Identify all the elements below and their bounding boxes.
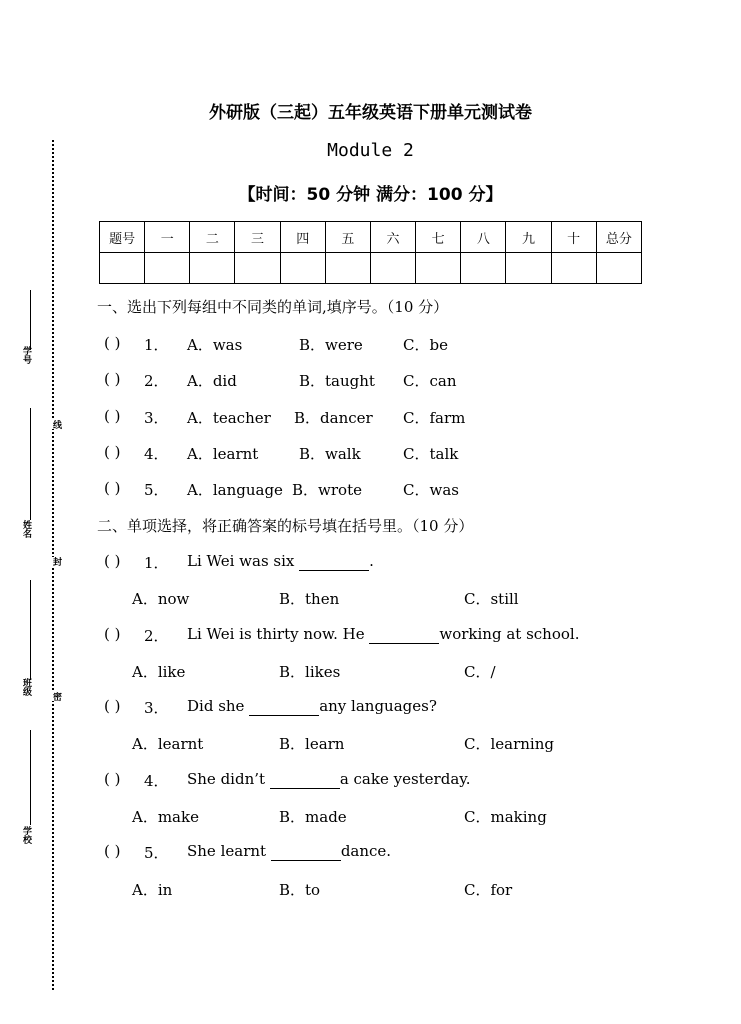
option-c: C．/: [464, 663, 496, 681]
question-stem: [187, 842, 391, 861]
score-header-cell: 五: [325, 222, 370, 253]
score-table-header-row: [100, 222, 642, 253]
option-b: B．learn: [279, 735, 345, 753]
score-header-cell: 总分: [596, 222, 641, 253]
score-input-cell[interactable]: [280, 253, 325, 284]
option-b: B．were: [299, 336, 363, 354]
score-header-cell: 八: [461, 222, 506, 253]
stem-text: She learnt: [187, 842, 271, 860]
seal-char-line: 线: [51, 420, 61, 429]
name-line: [30, 408, 31, 520]
option-b: B．made: [279, 808, 347, 826]
answer-paren[interactable]: ( ): [104, 479, 121, 497]
class-line: [30, 580, 31, 680]
option-b: B．dancer: [294, 409, 373, 427]
stem-text: working at school.: [439, 625, 580, 643]
school-label: 学校: [21, 826, 31, 844]
answer-paren[interactable]: ( ): [104, 552, 121, 570]
stem-text: Did she: [187, 697, 250, 715]
option-b: B．likes: [279, 663, 341, 681]
option-a: A．language: [187, 481, 283, 499]
option-b: B．then: [279, 590, 340, 608]
score-header-cell: 十: [551, 222, 596, 253]
option-b: B．wrote: [292, 481, 362, 499]
question-number: 3．: [144, 409, 169, 427]
class-label: 班级: [21, 678, 31, 696]
option-c: C．still: [464, 590, 519, 608]
option-a: A．did: [187, 372, 237, 390]
score-input-cell[interactable]: [235, 253, 280, 284]
seal-char-seal: 封: [51, 557, 61, 566]
question-number: 4．: [144, 445, 169, 463]
stem-text: She didn’t: [187, 770, 270, 788]
score-input-cell[interactable]: [100, 253, 145, 284]
score-header-cell: 二: [190, 222, 235, 253]
student-id-line: [30, 290, 31, 350]
question-stem: [187, 770, 471, 789]
option-c: C．for: [464, 881, 513, 899]
score-input-cell[interactable]: [461, 253, 506, 284]
option-a: A．teacher: [187, 409, 271, 427]
answer-paren[interactable]: ( ): [104, 334, 121, 352]
score-header-cell: 七: [416, 222, 461, 253]
option-a: A．make: [132, 808, 199, 826]
question-number: 1．: [144, 336, 169, 354]
option-a: A．learnt: [132, 735, 204, 753]
answer-paren[interactable]: ( ): [104, 370, 121, 388]
question-number: 5．: [144, 481, 169, 499]
option-b: B．taught: [299, 372, 375, 390]
time-info: 【时间：50 分钟 满分：100 分】: [238, 185, 503, 205]
score-input-cell[interactable]: [190, 253, 235, 284]
option-c: C．can: [403, 372, 457, 390]
section1-heading: 一、选出下列每组中不同类的单词,填序号。（10 分）: [97, 298, 449, 316]
score-table-input-row: [100, 253, 642, 284]
module-title: Module 2: [327, 140, 414, 161]
option-c: C．be: [403, 336, 448, 354]
option-b: B．walk: [299, 445, 361, 463]
question-stem: [187, 552, 374, 571]
student-id-label: 学号: [21, 346, 31, 364]
seal-char-secret: 密: [51, 692, 61, 701]
stem-text: dance.: [340, 842, 392, 860]
page-title: 外研版（三起）五年级英语下册单元测试卷: [209, 103, 532, 123]
answer-blank[interactable]: [270, 770, 340, 789]
answer-paren[interactable]: ( ): [104, 407, 121, 425]
question-number: 2．: [144, 627, 169, 645]
score-input-cell[interactable]: [370, 253, 415, 284]
question-number: 1．: [144, 554, 169, 572]
section2-heading: 二、单项选择，将正确答案的标号填在括号里。（10 分）: [97, 517, 474, 535]
question-number: 4．: [144, 772, 169, 790]
option-c: C．talk: [403, 445, 459, 463]
score-header-cell: 九: [506, 222, 551, 253]
option-a: A．learnt: [187, 445, 259, 463]
score-header-cell: 题号: [100, 222, 145, 253]
score-header-cell: 三: [235, 222, 280, 253]
option-b: B．to: [279, 881, 321, 899]
school-line: [30, 730, 31, 825]
option-c: C．farm: [403, 409, 466, 427]
score-header-cell: 四: [280, 222, 325, 253]
option-a: A．was: [187, 336, 243, 354]
answer-paren[interactable]: ( ): [104, 443, 121, 461]
answer-paren[interactable]: ( ): [104, 625, 121, 643]
score-input-cell[interactable]: [145, 253, 190, 284]
question-stem: [187, 697, 437, 716]
score-input-cell[interactable]: [325, 253, 370, 284]
option-a: A．like: [132, 663, 186, 681]
score-header-cell: 一: [145, 222, 190, 253]
score-input-cell[interactable]: [551, 253, 596, 284]
answer-blank[interactable]: [369, 625, 439, 644]
answer-blank[interactable]: [249, 697, 319, 716]
score-input-cell[interactable]: [506, 253, 551, 284]
stem-text: Li Wei is thirty now. He: [187, 625, 370, 643]
answer-paren[interactable]: ( ): [104, 770, 121, 788]
stem-text: .: [369, 552, 374, 570]
option-a: A．in: [132, 881, 173, 899]
option-a: A．now: [132, 590, 190, 608]
question-number: 5．: [144, 844, 169, 862]
question-number: 2．: [144, 372, 169, 390]
score-input-cell[interactable]: [596, 253, 641, 284]
score-table: [99, 221, 642, 284]
stem-text: any languages?: [319, 697, 437, 715]
answer-blank[interactable]: [271, 842, 341, 861]
stem-text: a cake yesterday.: [339, 770, 471, 788]
question-stem: [187, 625, 579, 644]
answer-paren[interactable]: ( ): [104, 697, 121, 715]
answer-paren[interactable]: ( ): [104, 842, 121, 860]
score-input-cell[interactable]: [416, 253, 461, 284]
stem-text: Li Wei was six: [187, 552, 300, 570]
name-label: 姓名: [21, 520, 31, 538]
option-c: C．making: [464, 808, 547, 826]
question-number: 3．: [144, 699, 169, 717]
option-c: C．learning: [464, 735, 554, 753]
option-c: C．was: [403, 481, 459, 499]
score-header-cell: 六: [370, 222, 415, 253]
answer-blank[interactable]: [299, 552, 369, 571]
